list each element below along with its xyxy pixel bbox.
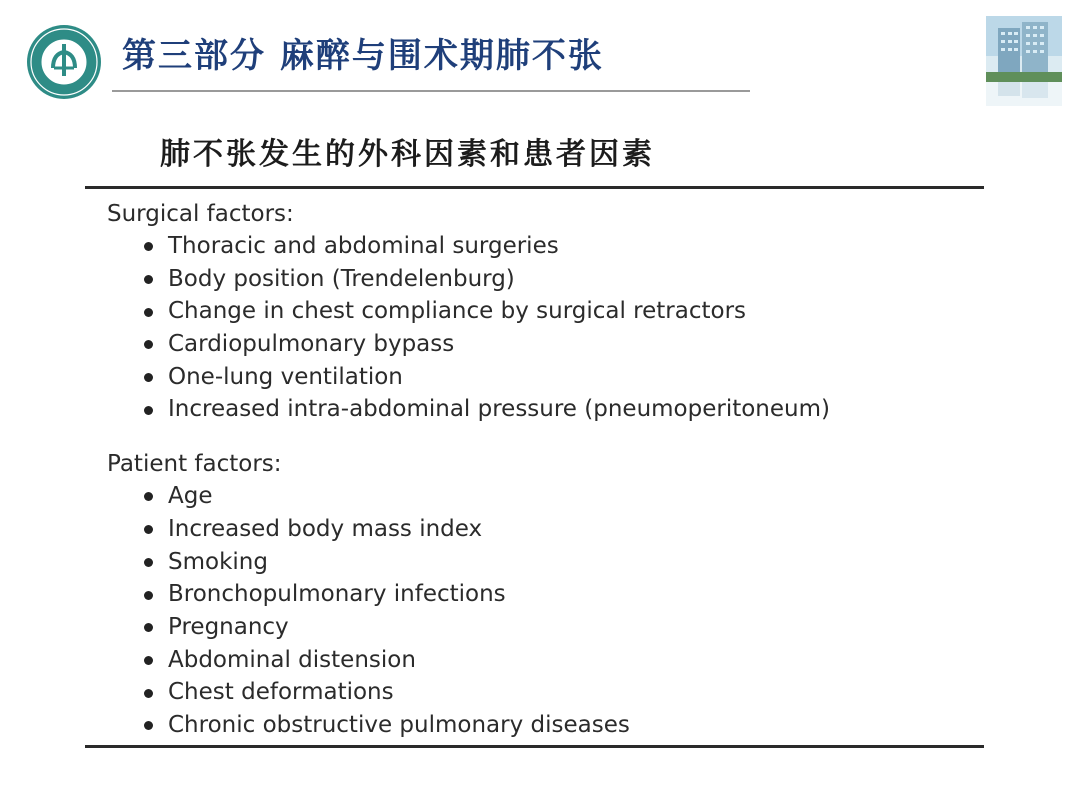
list-item-text: Chest deformations	[168, 679, 394, 706]
patient-factors-heading: Patient factors:	[107, 451, 282, 478]
bullet-icon	[144, 492, 153, 501]
bullet-icon	[144, 242, 153, 251]
list-item-text: Body position (Trendelenburg)	[168, 265, 515, 292]
bullet-icon	[144, 591, 153, 600]
list-item	[107, 361, 977, 394]
list-item	[107, 263, 977, 296]
list-item	[107, 676, 977, 709]
bullet-icon	[144, 623, 153, 632]
list-item-text: Cardiopulmonary bypass	[168, 331, 455, 358]
list-item-text: Chronic obstructive pulmonary diseases	[168, 711, 630, 738]
list-item	[107, 513, 977, 546]
list-item-text: Bronchopulmonary infections	[168, 581, 506, 608]
bullet-icon	[144, 721, 153, 730]
list-item	[107, 393, 977, 426]
surgical-factors-heading: Surgical factors:	[107, 201, 294, 227]
list-item-text: Increased body mass index	[168, 515, 483, 542]
list-item	[107, 611, 977, 644]
list-item	[107, 578, 977, 611]
title-divider	[112, 90, 750, 92]
list-item-text: Increased intra-abdominal pressure (pneumoperitoneum)	[168, 396, 830, 423]
table-top-rule	[85, 186, 984, 189]
page-title: 第三部分 麻醉与围术期肺不张	[122, 36, 604, 76]
surgical-factors-list	[107, 230, 977, 426]
bullet-icon	[144, 406, 153, 415]
list-item-text: Smoking	[168, 548, 268, 575]
bullet-icon	[144, 656, 153, 665]
bullet-icon	[144, 373, 153, 382]
list-item-text: Age	[168, 483, 213, 510]
list-item-text: One-lung ventilation	[168, 363, 403, 390]
list-item-text: Pregnancy	[168, 613, 289, 640]
bullet-icon	[144, 525, 153, 534]
table-bottom-rule	[85, 745, 984, 748]
hospital-building-icon	[986, 16, 1062, 106]
list-item	[107, 709, 977, 742]
bullet-icon	[144, 689, 153, 698]
factors-list	[107, 198, 977, 742]
list-item	[107, 230, 977, 263]
list-item	[107, 328, 977, 361]
university-seal-icon	[26, 24, 102, 100]
list-item-text: Abdominal distension	[168, 646, 416, 673]
bullet-icon	[144, 308, 153, 317]
bullet-icon	[144, 558, 153, 567]
list-item	[107, 644, 977, 677]
bullet-icon	[144, 275, 153, 284]
slide-subtitle: 肺不张发生的外科因素和患者因素	[160, 137, 655, 172]
list-item-text: Thoracic and abdominal surgeries	[168, 233, 559, 259]
list-item	[107, 480, 977, 513]
bullet-icon	[144, 340, 153, 349]
list-item	[107, 546, 977, 579]
list-item	[107, 295, 977, 328]
patient-factors-list	[107, 480, 977, 742]
list-item-text: Change in chest compliance by surgical retractors	[168, 298, 747, 325]
